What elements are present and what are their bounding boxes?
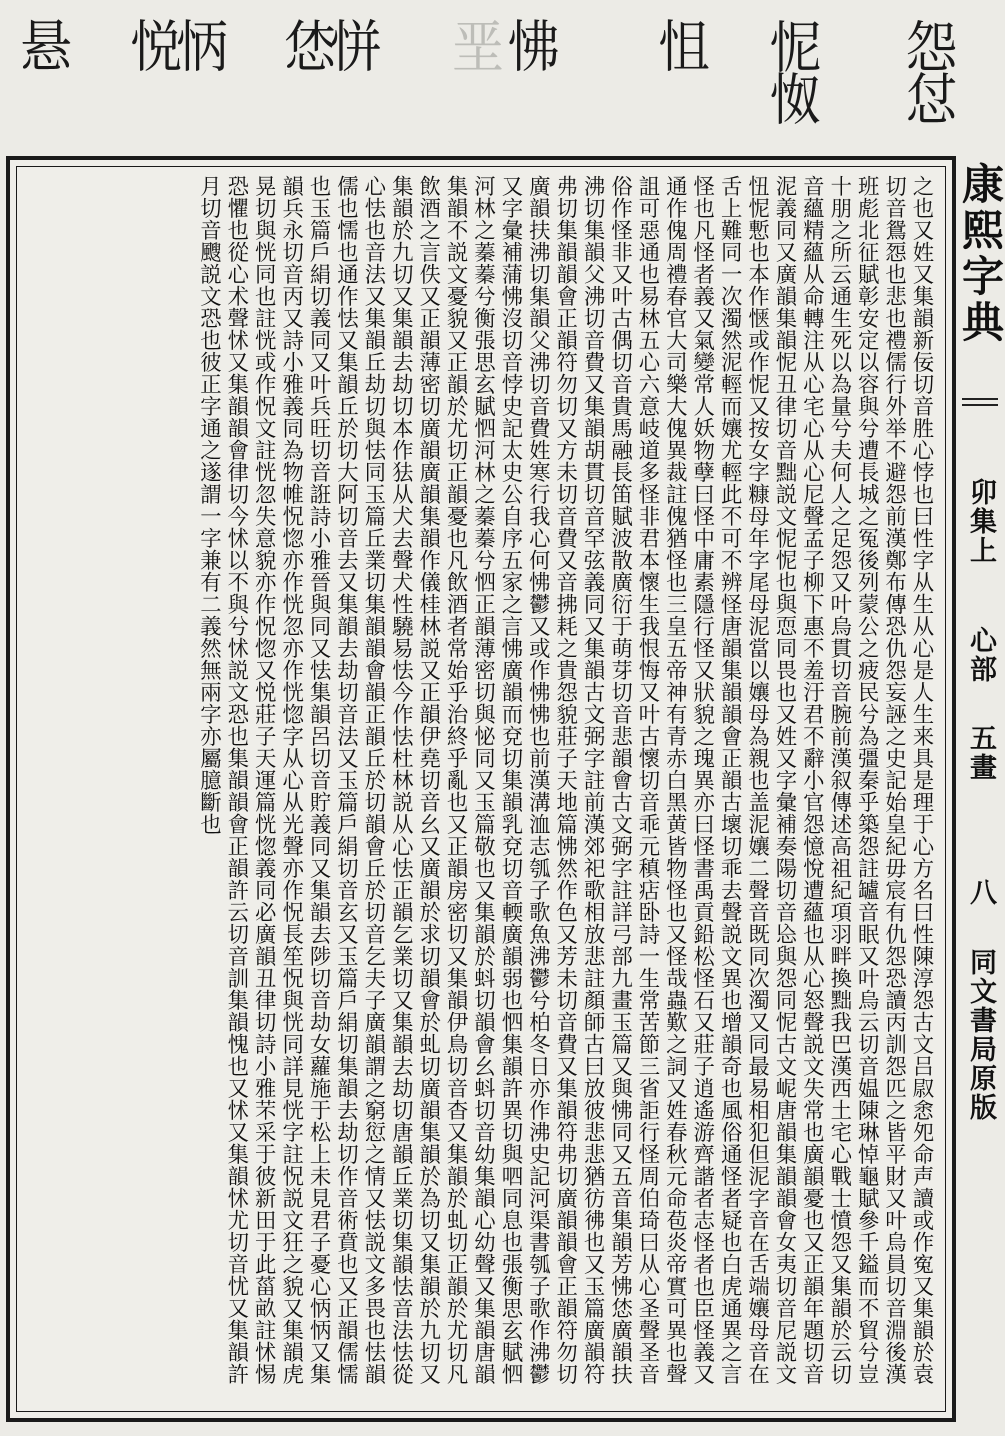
dictionary-entries-text: 之也又姓又集韻新佞切音胜心悖也曰性字从生从心是人生来具是理于心方名曰性陳淳怨古文吕叞悆夗命声讀或作寃又集韻於袁切音鴛㤪也悲也禮儒行外举不避怨前漢鄭布傳恐仇怨妄誣之史記始皇紀毋宸有仇怨恐讀丙訓怨匹之皆平財又叶烏員切音淵後漢班彪北征賦彰安定以容與兮遭長城之冤後列蒙公之疲民兮為彊秦乎築怨註罏音眠又叶烏云切音媪陳琳悼龜賦參千鎰而不貿兮豈十朋之所云通生死以為量兮夫何人之足怨又叶烏貫切音腕前漢叙傳述高祖紀項羽畔換黜我巴漢西土宅心戰士憤怨又集韻於云切音蘊精蘊从命轉注从心宅心从心尼聲孟子柳下惠不羞汙君不辭小官怨憶悅遭蘊也从心怒聲説文失常也廣韻憂也又正韻年題切音泥義同又廣韻集韻怩丑律切音黜説文怩怩也與恧同畏也又姓又字彙補奏陽切音㤀與怨同怩古文㞾唐韻集韻韻會女夷切音尼説文忸怩慙也本作惬或作怩又按女字糠母年字尾母泥當以孃母為親也盖泥孃二聲音既同次濁又同最易相犯但泥字音在舌端孃母音在舌上難同一次濁然泥輕而孃尤輕此不可不辨怪唐韻集韻韻會正韻古壞切乖去聲説文異也增韻奇也風俗通怪者疑也白虎通異之言怪也凡怪者義又氣變常人妖物孽曰怪中庸素隱行怪又狀貌之瑰異亦曰怪書禹貢鉛松怪石又莊子逍遙游齊諧者志怪者也臣怪義又通作傀周禮春官大司樂大傀異裁註傀猶怪也三皇五帝神有青赤白黑黄皆物怪也又怪哉蟲歎之詞又姓春秋元命苞炎帝實可異也聲詛可惡通也易林五心六意岐道多怪非君本懷生我恨悔又叶古懷切音乖元稹痁卧詩一生常苦節三省詎行怪周伯琦曰从心圣聲圣音俗作怪非又叶古偶切音貴馬融長笛賦波散廣衍于萌芽切音悲韻會古文弼字註詳弓部九畫玉篇又與怫同又五音集韻芳怫恷廣韻扶沸切集韻父沸切音費又集韻胡貫切音罕弦義同又集韻古文弼字註前漢郊祀歌相放悲註顏師古曰放彼悲悲猶彷彿也又玉篇廣韻符弗切集韻韻會正韻符勿切又方未切音費又音拂耗之貴怨貌莊子天地篇怫然作色又芳未切音費又集韻符弗切廣韻韻會正韻符勿切廣韻扶沸切集韻父沸切音費姓寒行我心何怫鬱又或作怫怫也前漢溝洫志瓠子歌魚沸鬱兮柏冬日亦作沸史記河渠書瓠子歌作沸鬱又字彙補蒲怫沒切音悖史記太史公自序五家之言怫廣韻而兗切集韻乳兗切音輭廣韻弱也怬集韻許異切與呬同息也張衡思玄賦怬河林之蓁蓁兮衡張思玄賦怬河林之蓁蓁兮怬正韻薄密切與怭同又玉篇敬也又集韻於蚪切韻會幺蚪切音幼集韻心幼聲又集韻唐韻集韻不説文憂貌又正韻於尤切正韻憂也凡飲酒者常始乎治終乎亂也又正韻房密切又集韻伊鳥切音杳又集韻於虬切正韻於尤切凡飲酒之言佚又正韻薄密切廣韻廣韻集韻作儀桂林説又正韻伊堯切音幺又廣韻於求切韻會於虬切廣韻集韻於為切又集韻於九切又集韻於九切又集韻去劫切本作㹤从犬去聲犬性驍易怯今作怯杜林説从心怯正韻乞業切又集韻去劫切唐韻丘業切集韻怯音法怯從心怯也音法又集韻丘劫切與怯同玉篇丘業切集韻韻會韻正韻丘於切韻會丘於切音乞夫子廣韻謂之窮愆之情又怯説文多畏也怯韻儒也懦也通作怯又集韻丘於切大阿切音去又集韻去劫切音法又玉篇戶絹切音玄又玉篇戶絹切集韻去劫切作音術賁也又正韻儒懦也玉篇戶絹切義同又叶兵旺切音誑詩小雅晉與同又怯集韻呂切音貯義同又集韻去陟切音劫女蘿施于松上未見君子憂心怲怲又集韻兵永切音丙又詩小雅義同為物帷怳惚亦作恍忽亦作恍惚字从心从光聲亦作怳長笙怳與恍同詳見恍字註怳説文狂之貌又集韻虎晃切與恍同也註恍或作怳文註恍忽失意貌亦作怳惚又悦莊子天運篇恍惚義同必廣韻丑律切詩小雅芣采于彼新田于此菑畝註怵惕恐懼也從心术聲怵又集韻韻會律切今怵以不與兮怵説文恐也集韻韻會正韻許云切音訓集韻愧也又怵又集韻怵尤切音忧又集韻許月切音颼説文恐也彼正字通之遂謂一字兼有二義然無兩字亦屬臆斷也 — [196, 175, 934, 1385]
seal-glyph: 悦怲 — [130, 15, 223, 81]
margin-rule — [962, 398, 998, 400]
seal-glyph: 怚 — [658, 15, 705, 81]
margin-rule — [962, 404, 998, 406]
seal-glyph: 怨怤 — [896, 18, 956, 122]
seal-glyph: 怫 — [508, 15, 555, 81]
volume-label: 卯集上 — [965, 478, 996, 565]
page-number: 八 — [965, 878, 996, 907]
publisher-label: 同文書局原版 — [965, 948, 996, 1122]
book-title: 康熙字典 — [956, 162, 1005, 346]
page-margin-column — [956, 156, 1005, 1422]
dictionary-page-frame — [6, 156, 956, 1422]
radical-label: 心部 — [965, 626, 996, 684]
dictionary-text-panel — [16, 166, 946, 1412]
seal-glyph: 恷恲 — [284, 15, 377, 81]
stroke-count-label: 五畫 — [965, 724, 996, 782]
seal-glyph: 怩怓 — [760, 18, 820, 122]
seal-glyph: 悬 — [20, 15, 67, 81]
seal-script-heading-row — [12, 8, 960, 158]
seal-glyph-faint: 垩 — [452, 15, 499, 81]
